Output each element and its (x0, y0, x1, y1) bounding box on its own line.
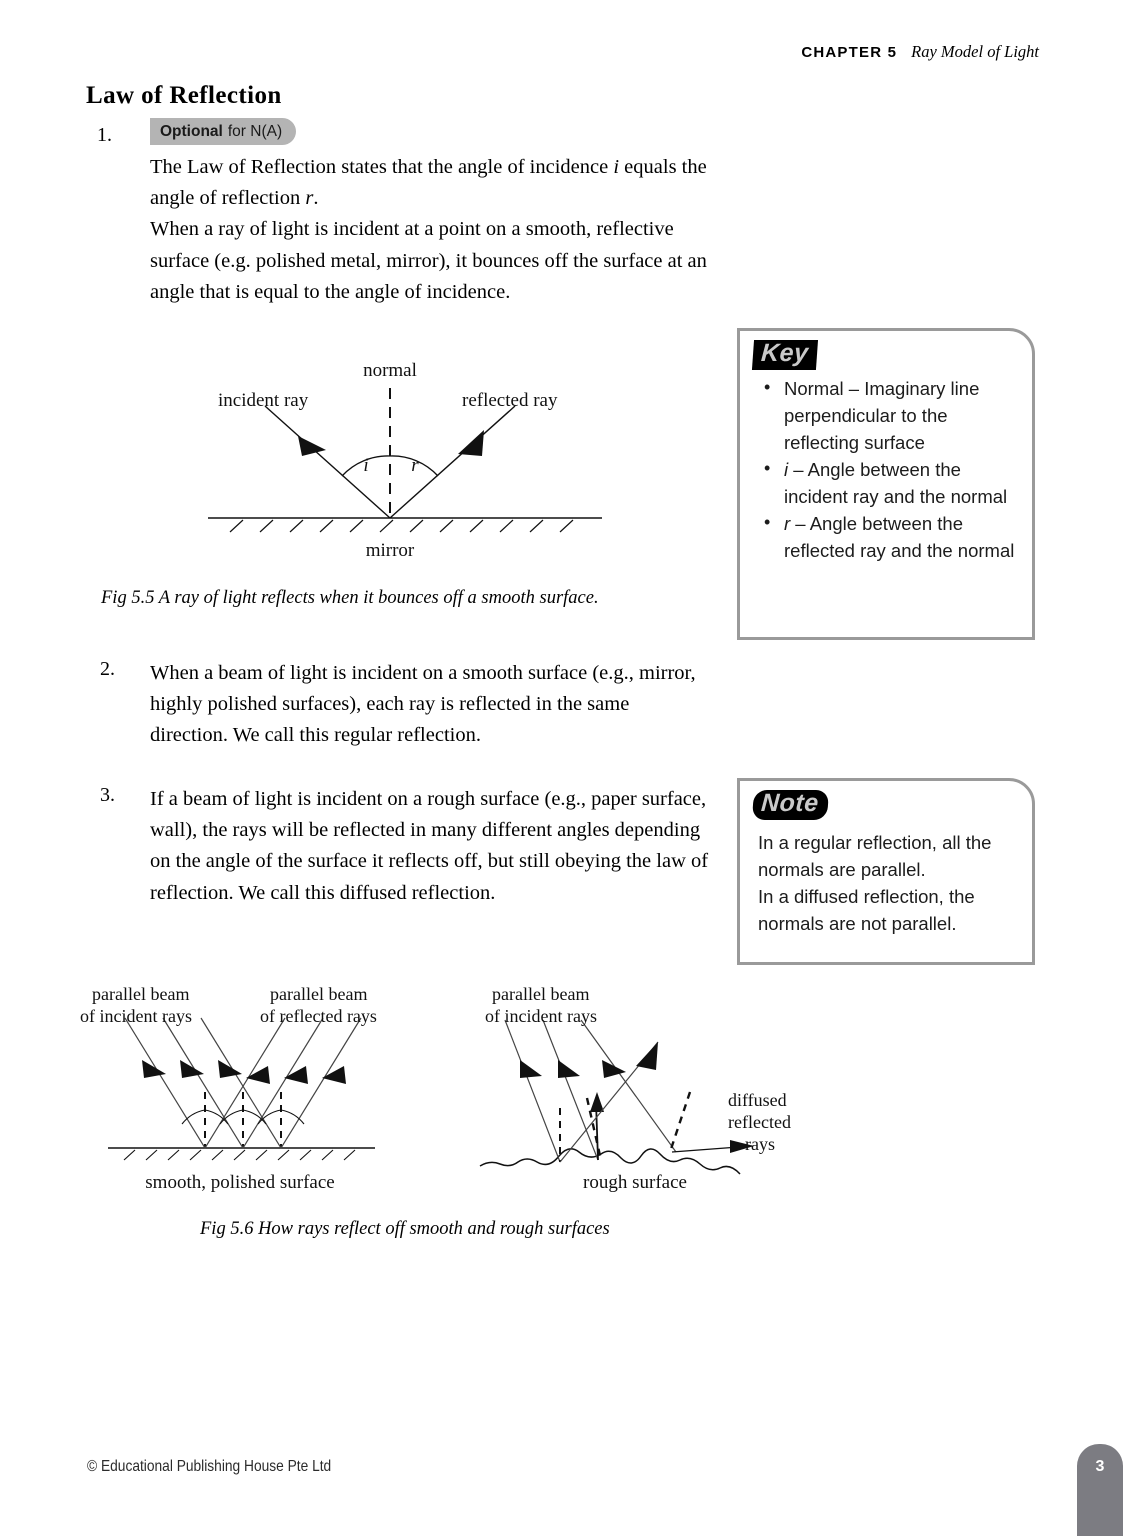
chapter-title: Ray Model of Light (911, 42, 1039, 61)
label-smooth-polished-surface: smooth, polished surface (145, 1172, 335, 1193)
note-line: In a regular reflection, all the normals are parallel. (758, 832, 992, 880)
list-item-number-2: 2. (100, 658, 115, 680)
figure-5-6-diagram (80, 980, 820, 1195)
label-parallel-beam-incident-left-2: of incident rays (80, 1006, 192, 1026)
note-badge: Note (752, 790, 829, 820)
page-number-tab (1077, 1444, 1123, 1536)
label-parallel-beam-reflected-2: of reflected rays (260, 1006, 377, 1026)
label-parallel-beam-reflected-1: parallel beam (270, 984, 368, 1004)
list-item: • i – Angle between the incident ray and the normal (758, 456, 1016, 510)
page-title: Law of Reflection (86, 82, 282, 109)
footer-copyright: © Educational Publishing House Pte Ltd (87, 1458, 332, 1475)
list-item: • r – Angle between the reflected ray and the normal (758, 510, 1016, 564)
label-rough-surface: rough surface (583, 1172, 687, 1193)
label-parallel-beam-incident-right-1: parallel beam (492, 984, 590, 1004)
list-item-body-3: If a beam of light is incident on a rough surface (e.g., paper surface, wall), the rays will be reflected in many different angles depending on the angle of the surface it reflects off, but still obeying the law of reflection. We call this diffused reflection. (150, 788, 709, 904)
label-reflected-ray: reflected ray (462, 390, 558, 411)
figure-5-6-caption: Fig 5.6 How rays reflect off smooth and rough surfaces (200, 1219, 610, 1239)
list-item: • Normal – Imaginary line perpendicular to the reflecting surface (758, 375, 1016, 456)
page-header (801, 42, 1039, 62)
label-angle-r: r (411, 455, 419, 476)
page-number: 3 (1095, 1458, 1105, 1475)
label-diffused-1: diffused (728, 1090, 787, 1110)
note-box (737, 778, 1035, 965)
figure-5-5-diagram (190, 358, 620, 568)
figure-5-5-caption: Fig 5.5 A ray of light reflects when it bounces off a smooth surface. (101, 588, 599, 608)
label-normal: normal (363, 360, 417, 381)
key-box (737, 328, 1035, 640)
status-badge-optional (150, 118, 296, 145)
note-line: In a diffused reflection, the normals are not parallel. (758, 886, 975, 934)
label-diffused-3: rays (745, 1134, 775, 1154)
label-diffused-2: reflected (728, 1112, 791, 1132)
label-mirror: mirror (365, 540, 415, 561)
optional-badge-strong: Optional (160, 122, 223, 140)
label-parallel-beam-incident-right-2: of incident rays (485, 1006, 597, 1026)
chapter-label: CHAPTER 5 (801, 44, 898, 61)
list-item-number-1: 1. (97, 124, 112, 146)
label-parallel-beam-incident-left-1: parallel beam (92, 984, 190, 1004)
label-incident-ray: incident ray (218, 390, 309, 411)
optional-badge-rest: for N(A) (227, 122, 283, 140)
list-item-body-2: When a beam of light is incident on a smooth surface (e.g., mirror, highly polished surfaces), each ray is reflected in the same direction. We call this regular reflection. (150, 662, 696, 747)
list-item-number-3: 3. (100, 784, 115, 806)
list-item-body-1: The Law of Reflection states that the angle of incidence i equals the angle of reflection r. When a ray of light is incident at a point on a smooth, reflective surface (e.g. polished metal, mirror), it bounces off the surface at an angle that is equal to the angle of incidence. (150, 156, 707, 303)
key-badge: Key (752, 340, 818, 370)
label-angle-i: i (363, 455, 369, 476)
key-bullet-list (758, 375, 1016, 564)
